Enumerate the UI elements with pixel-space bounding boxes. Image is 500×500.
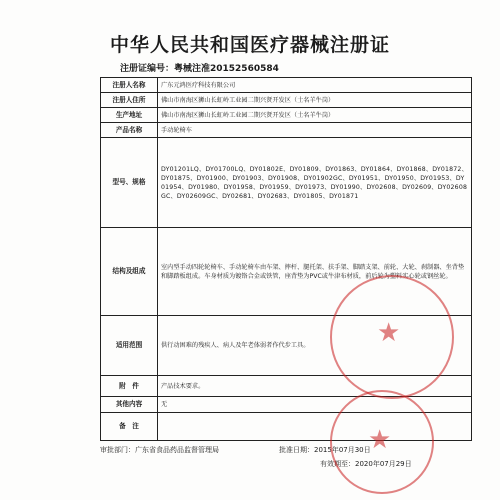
field-value-other: 无 (158, 397, 472, 413)
valid-until-date: 2020年07月29日 (355, 460, 412, 468)
approval-date-label: 批准日期： (279, 446, 314, 454)
field-label-other: 其他内容 (101, 397, 158, 413)
field-label-scope: 适用范围 (101, 316, 158, 376)
authority-label: 审批部门： (100, 446, 135, 454)
table-row (101, 93, 472, 108)
field-label-attachments: 附 件 (101, 376, 158, 397)
field-value-production-address: 佛山市南海区狮山长虹岭工业园二期兴贤开发区（土名羊牛岗） (158, 108, 472, 123)
authority-seal-star-icon: ★ (368, 425, 392, 455)
field-value-models: DY01201LQ、DY01700LQ、DY01802E、DY01809、DY01863、DY01864、DY01868、DY01872、DY01875、DY01900、DY01903、DY01908、DY01902GC、DY01951、DY01950、DY01953、DY01954、DY01980、DY01958、DY01959、DY01973、DY01990、DY02608、DY02609、DY02608GC、DY02609GC、DY02681、DY02683、DY01805、DY01871 (158, 138, 472, 228)
field-value-registrant: 广东元鸿医疗科技有限公司 (158, 78, 472, 93)
field-label-production-address: 生产地址 (101, 108, 158, 123)
table-row (101, 78, 472, 93)
field-label-structure: 结构及组成 (101, 228, 158, 316)
field-label-registrant: 注册人名称 (101, 78, 158, 93)
table-row (101, 138, 472, 228)
field-label-address: 注册人住所 (101, 93, 158, 108)
field-label-models: 型号、规格 (101, 138, 158, 228)
field-label-remarks: 备 注 (101, 413, 158, 441)
registration-number: 注册证编号：粤械注准20152560584 (120, 64, 279, 74)
certificate-title: 中华人民共和国医疗器械注册证 (109, 34, 390, 56)
seal-star-icon: ★ (377, 318, 401, 348)
field-value-address: 佛山市南海区狮山长虹岭工业园二期兴贤开发区（土名羊牛岗） (158, 93, 472, 108)
field-value-product-name: 手动轮椅车 (158, 123, 472, 138)
field-value-structure: 室内型手动四轮轮椅车、手动轮椅车由车架、摔杆、腿托架、扶手架、脚踏支架、前轮、大轮、刹制器、坐背垫和脚踏板组成。车身材质为镀铬合金或铁管，座背垫为PVC或牛津布材质，前后轮为塑料实心轮或钢丝轮。 (158, 228, 472, 316)
field-value-attachments: 产品技术要求。 (158, 376, 472, 397)
authority-name: 广东省食品药品监督管理局 (135, 446, 219, 454)
approval-date: 2015年07月30日 (314, 446, 371, 454)
valid-until-label: 有效期至： (320, 460, 355, 468)
field-label-product-name: 产品名称 (101, 123, 158, 138)
table-row (101, 123, 472, 138)
table-row (101, 108, 472, 123)
field-value-scope: 供行动困难的残疾人、病人及年老体弱者作代步工具。 (158, 316, 472, 376)
